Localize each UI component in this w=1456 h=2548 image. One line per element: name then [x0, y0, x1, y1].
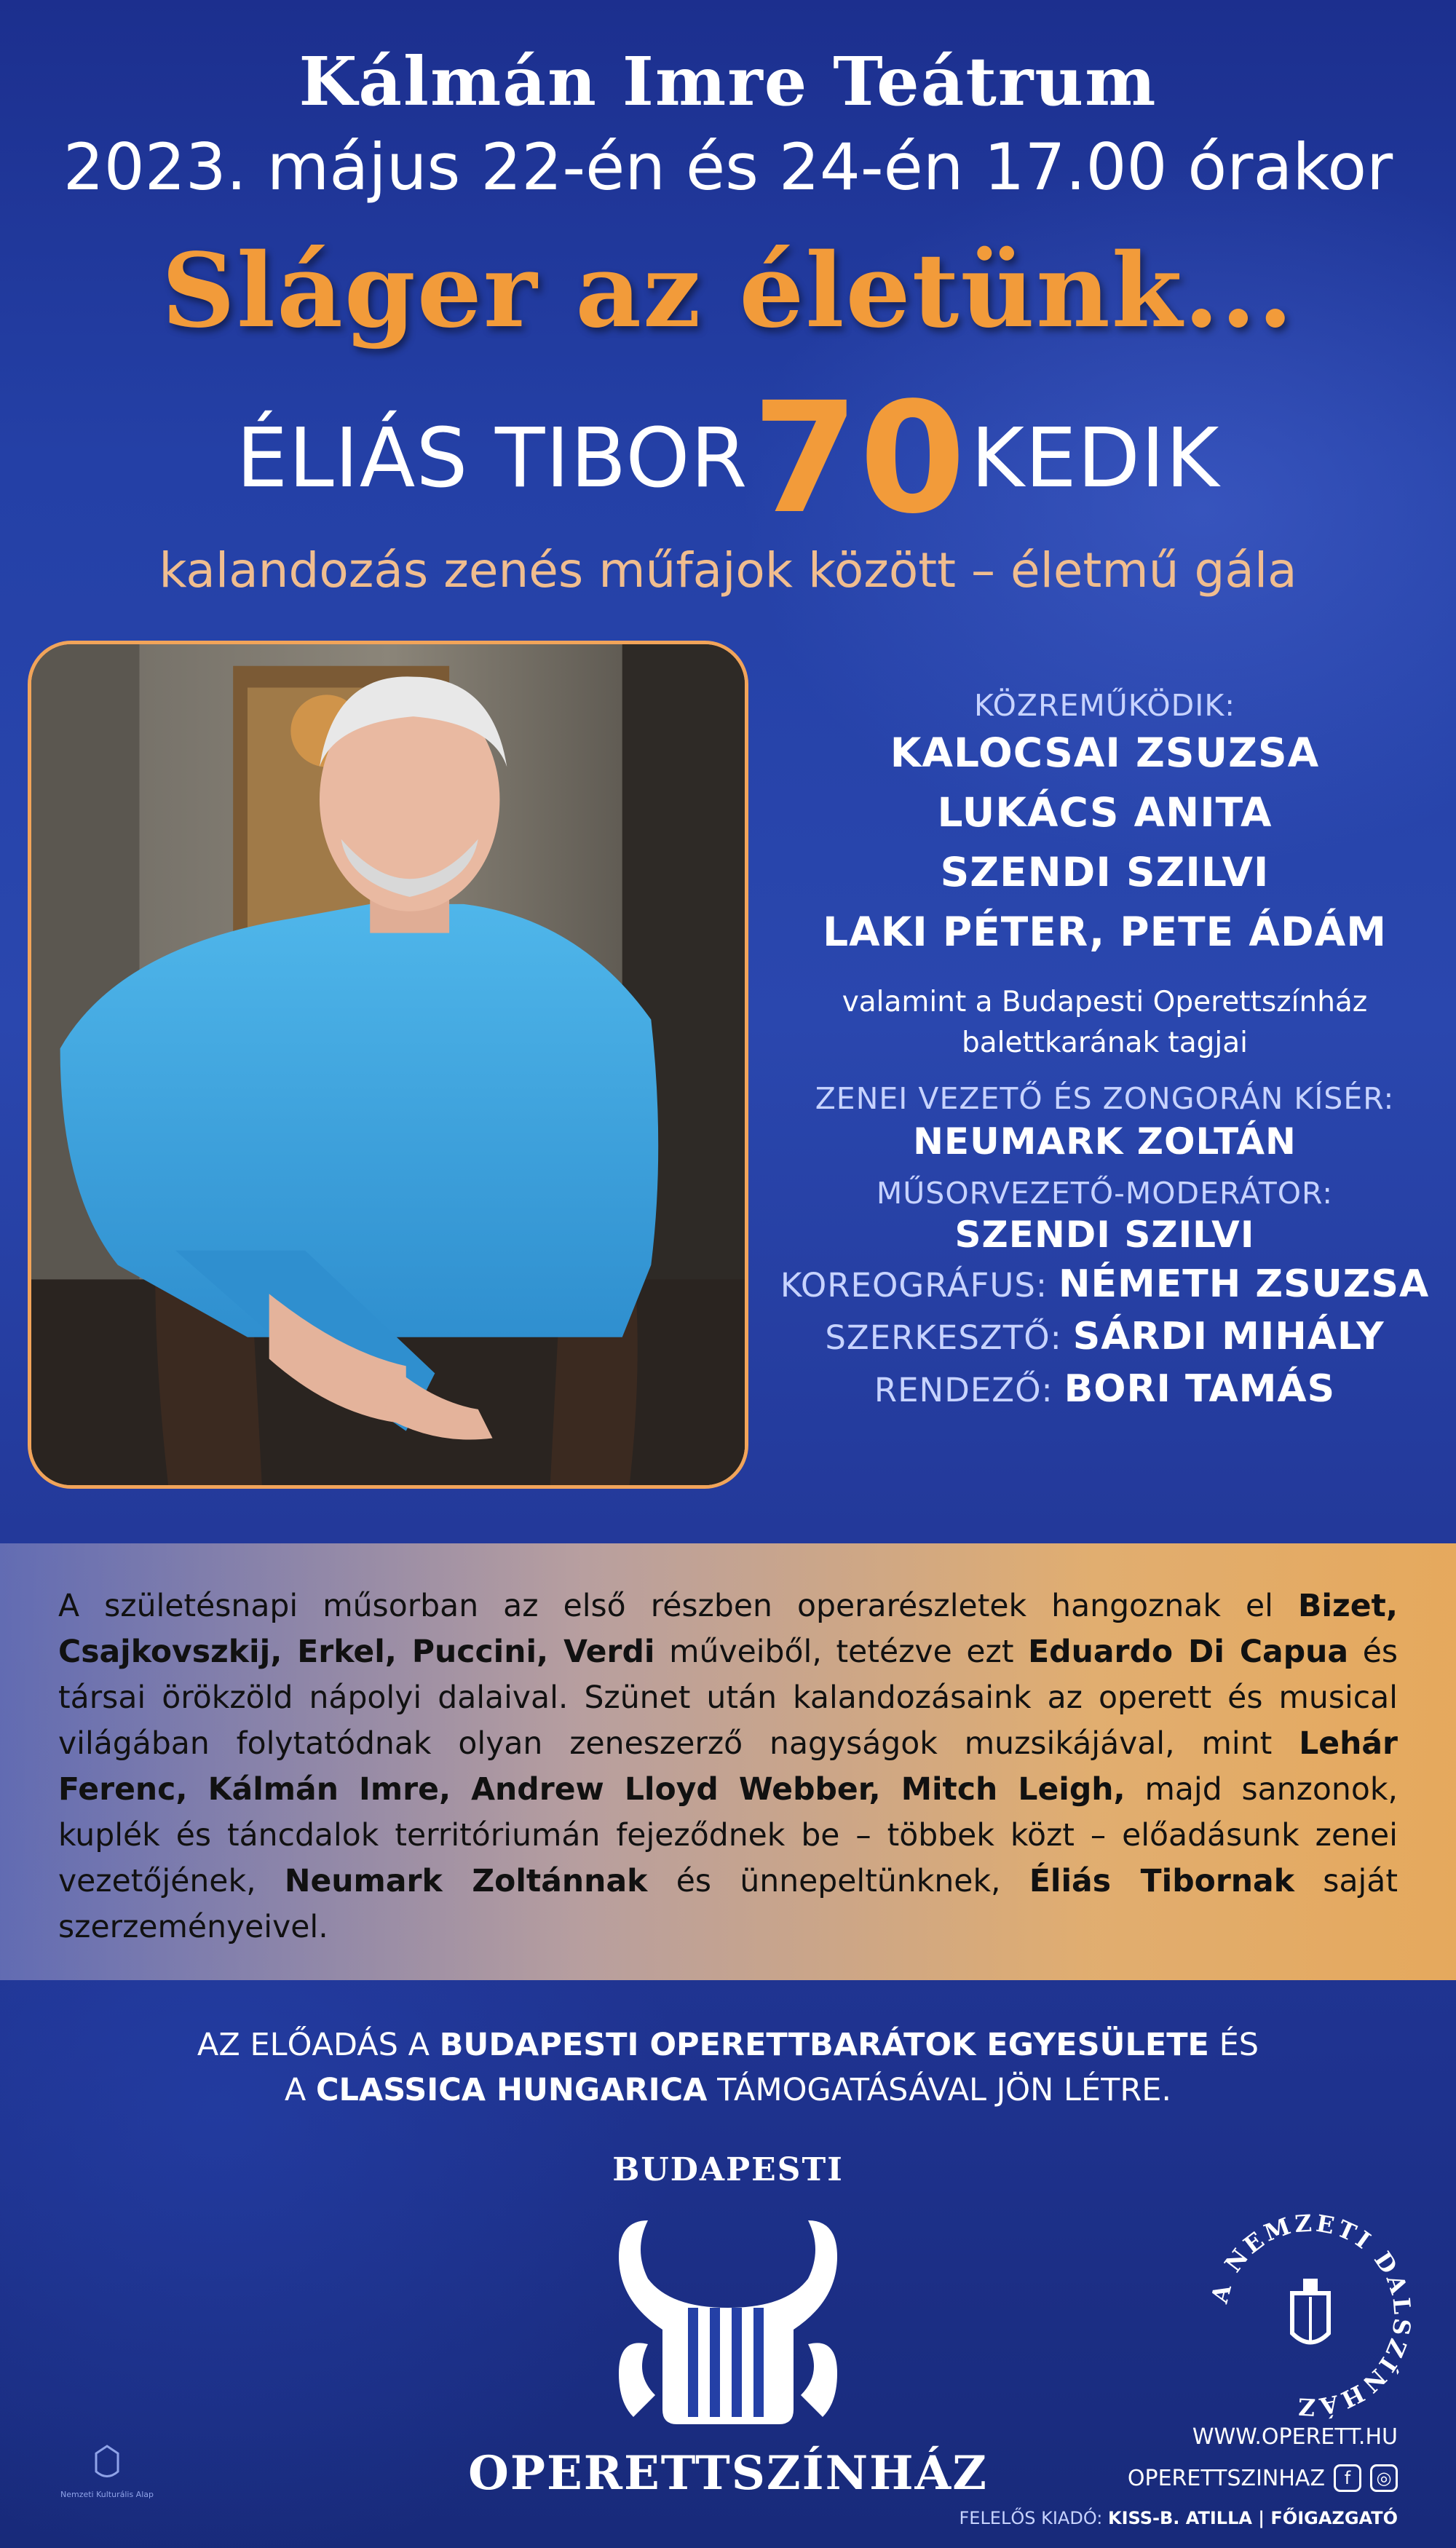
director-name: BORI TAMÁS [1064, 1367, 1336, 1411]
program-description [0, 1543, 1456, 1980]
venue-title: Kálmán Imre Teátrum [298, 42, 1158, 121]
director-row [772, 1364, 1438, 1416]
show-title: Sláger az életünk... [161, 232, 1295, 351]
performer-name: LUKÁCS ANITA [937, 789, 1273, 836]
host-label: MŰSORVEZETŐ-MODERÁTOR: [876, 1176, 1334, 1211]
artist-photo [28, 641, 748, 1489]
facebook-icon[interactable]: f [1334, 2464, 1361, 2492]
national-theatre-seal-icon [1201, 2206, 1420, 2424]
editor-label: SZERKESZTŐ: [825, 1318, 1062, 1357]
show-subtitle: kalandozás zenés műfajok között – életmű gála [159, 542, 1297, 598]
publisher-line [946, 2508, 1398, 2528]
host-name: SZENDI SZILVI [954, 1214, 1255, 1256]
performer-name: LAKI PÉTER, PETE ÁDÁM [823, 909, 1387, 955]
publisher-name: KISS-B. ATILLA | FŐIGAZGATÓ [1108, 2508, 1398, 2528]
ballet-line: balettkarának tagjai [962, 1026, 1248, 1059]
website-link[interactable]: WWW.OPERETT.HU [1192, 2424, 1398, 2450]
choreographer-name: NÉMETH ZSUZSA [1059, 1262, 1430, 1306]
lyre-logo-icon [604, 2206, 852, 2439]
editor-row [772, 1311, 1438, 1364]
performer-name: SZENDI SZILVI [940, 849, 1270, 895]
editor-name: SÁRDI MIHÁLY [1072, 1315, 1385, 1358]
choreographer-row [772, 1259, 1438, 1311]
anniversary-suffix: KEDIK [970, 411, 1220, 506]
artist-name: ÉLIÁS TIBOR [236, 411, 748, 506]
crest-text: Nemzeti Kulturális Alap [60, 2490, 154, 2499]
credits-block [772, 688, 1438, 1416]
anniversary-line [0, 369, 1456, 547]
performer-name: KALOCSAI ZSUZSA [890, 729, 1320, 776]
social-handle[interactable]: OPERETTSZINHAZ [1127, 2465, 1325, 2491]
nka-crest-icon [38, 2439, 176, 2526]
director-label: RENDEZŐ: [874, 1371, 1053, 1409]
choreographer-label: KOREOGRÁFUS: [780, 1266, 1048, 1305]
sponsor-note: AZ ELŐADÁS A BUDAPESTI OPERETTBARÁTOK EGYESÜLETE ÉS A CLASSICA HUNGARICA TÁMOGATÁSÁVAL JÖN LÉTRE. [197, 2027, 1259, 2108]
ballet-line: valamint a Budapesti Operettszínház [842, 986, 1368, 1018]
anniversary-number: 70 [752, 369, 967, 547]
description-text: A születésnapi műsorban az első részben operarészletek hangoznak el Bizet, Csajkovszkij, Erkel, Puccini, Verdi műveiből, tetézve ezt Eduardo Di Capua és társai örökzöld nápolyi dalaival. Szünet után kalandozásaink az operett és musical világában folytatódnak olyan zeneszerző nagyságok muzsikájával, mint Lehár Ferenc, Kálmán Imre, Andrew Lloyd Webber, Mitch Leigh, majd sanzonok, kuplék és táncdalok territóriumán fejeződnek be – többek közt – előadásunk zenei vezetőjének, Neumark Zoltánnak és ünnepeltünknek, Éliás Tibornak saját szerzeményeivel. [58, 1588, 1398, 1945]
social-links [1092, 2464, 1398, 2492]
instagram-icon[interactable]: ◎ [1370, 2464, 1398, 2492]
seal-text: A NEMZETI DALSZÍNHÁZ [1205, 2209, 1417, 2421]
event-date: 2023. május 22-én és 24-én 17.00 órakor [63, 130, 1393, 205]
publisher-label: FELELŐS KIADÓ: [959, 2508, 1103, 2528]
music-director-name: NEUMARK ZOLTÁN [913, 1120, 1297, 1163]
logo-top-text: BUDAPESTI [612, 2151, 844, 2188]
music-director-label: ZENEI VEZETŐ ÉS ZONGORÁN KÍSÉR: [815, 1081, 1395, 1116]
logo-bottom-text: OPERETTSZÍNHÁZ [468, 2446, 988, 2501]
performers-label: KÖZREMŰKÖDIK: [973, 688, 1236, 723]
